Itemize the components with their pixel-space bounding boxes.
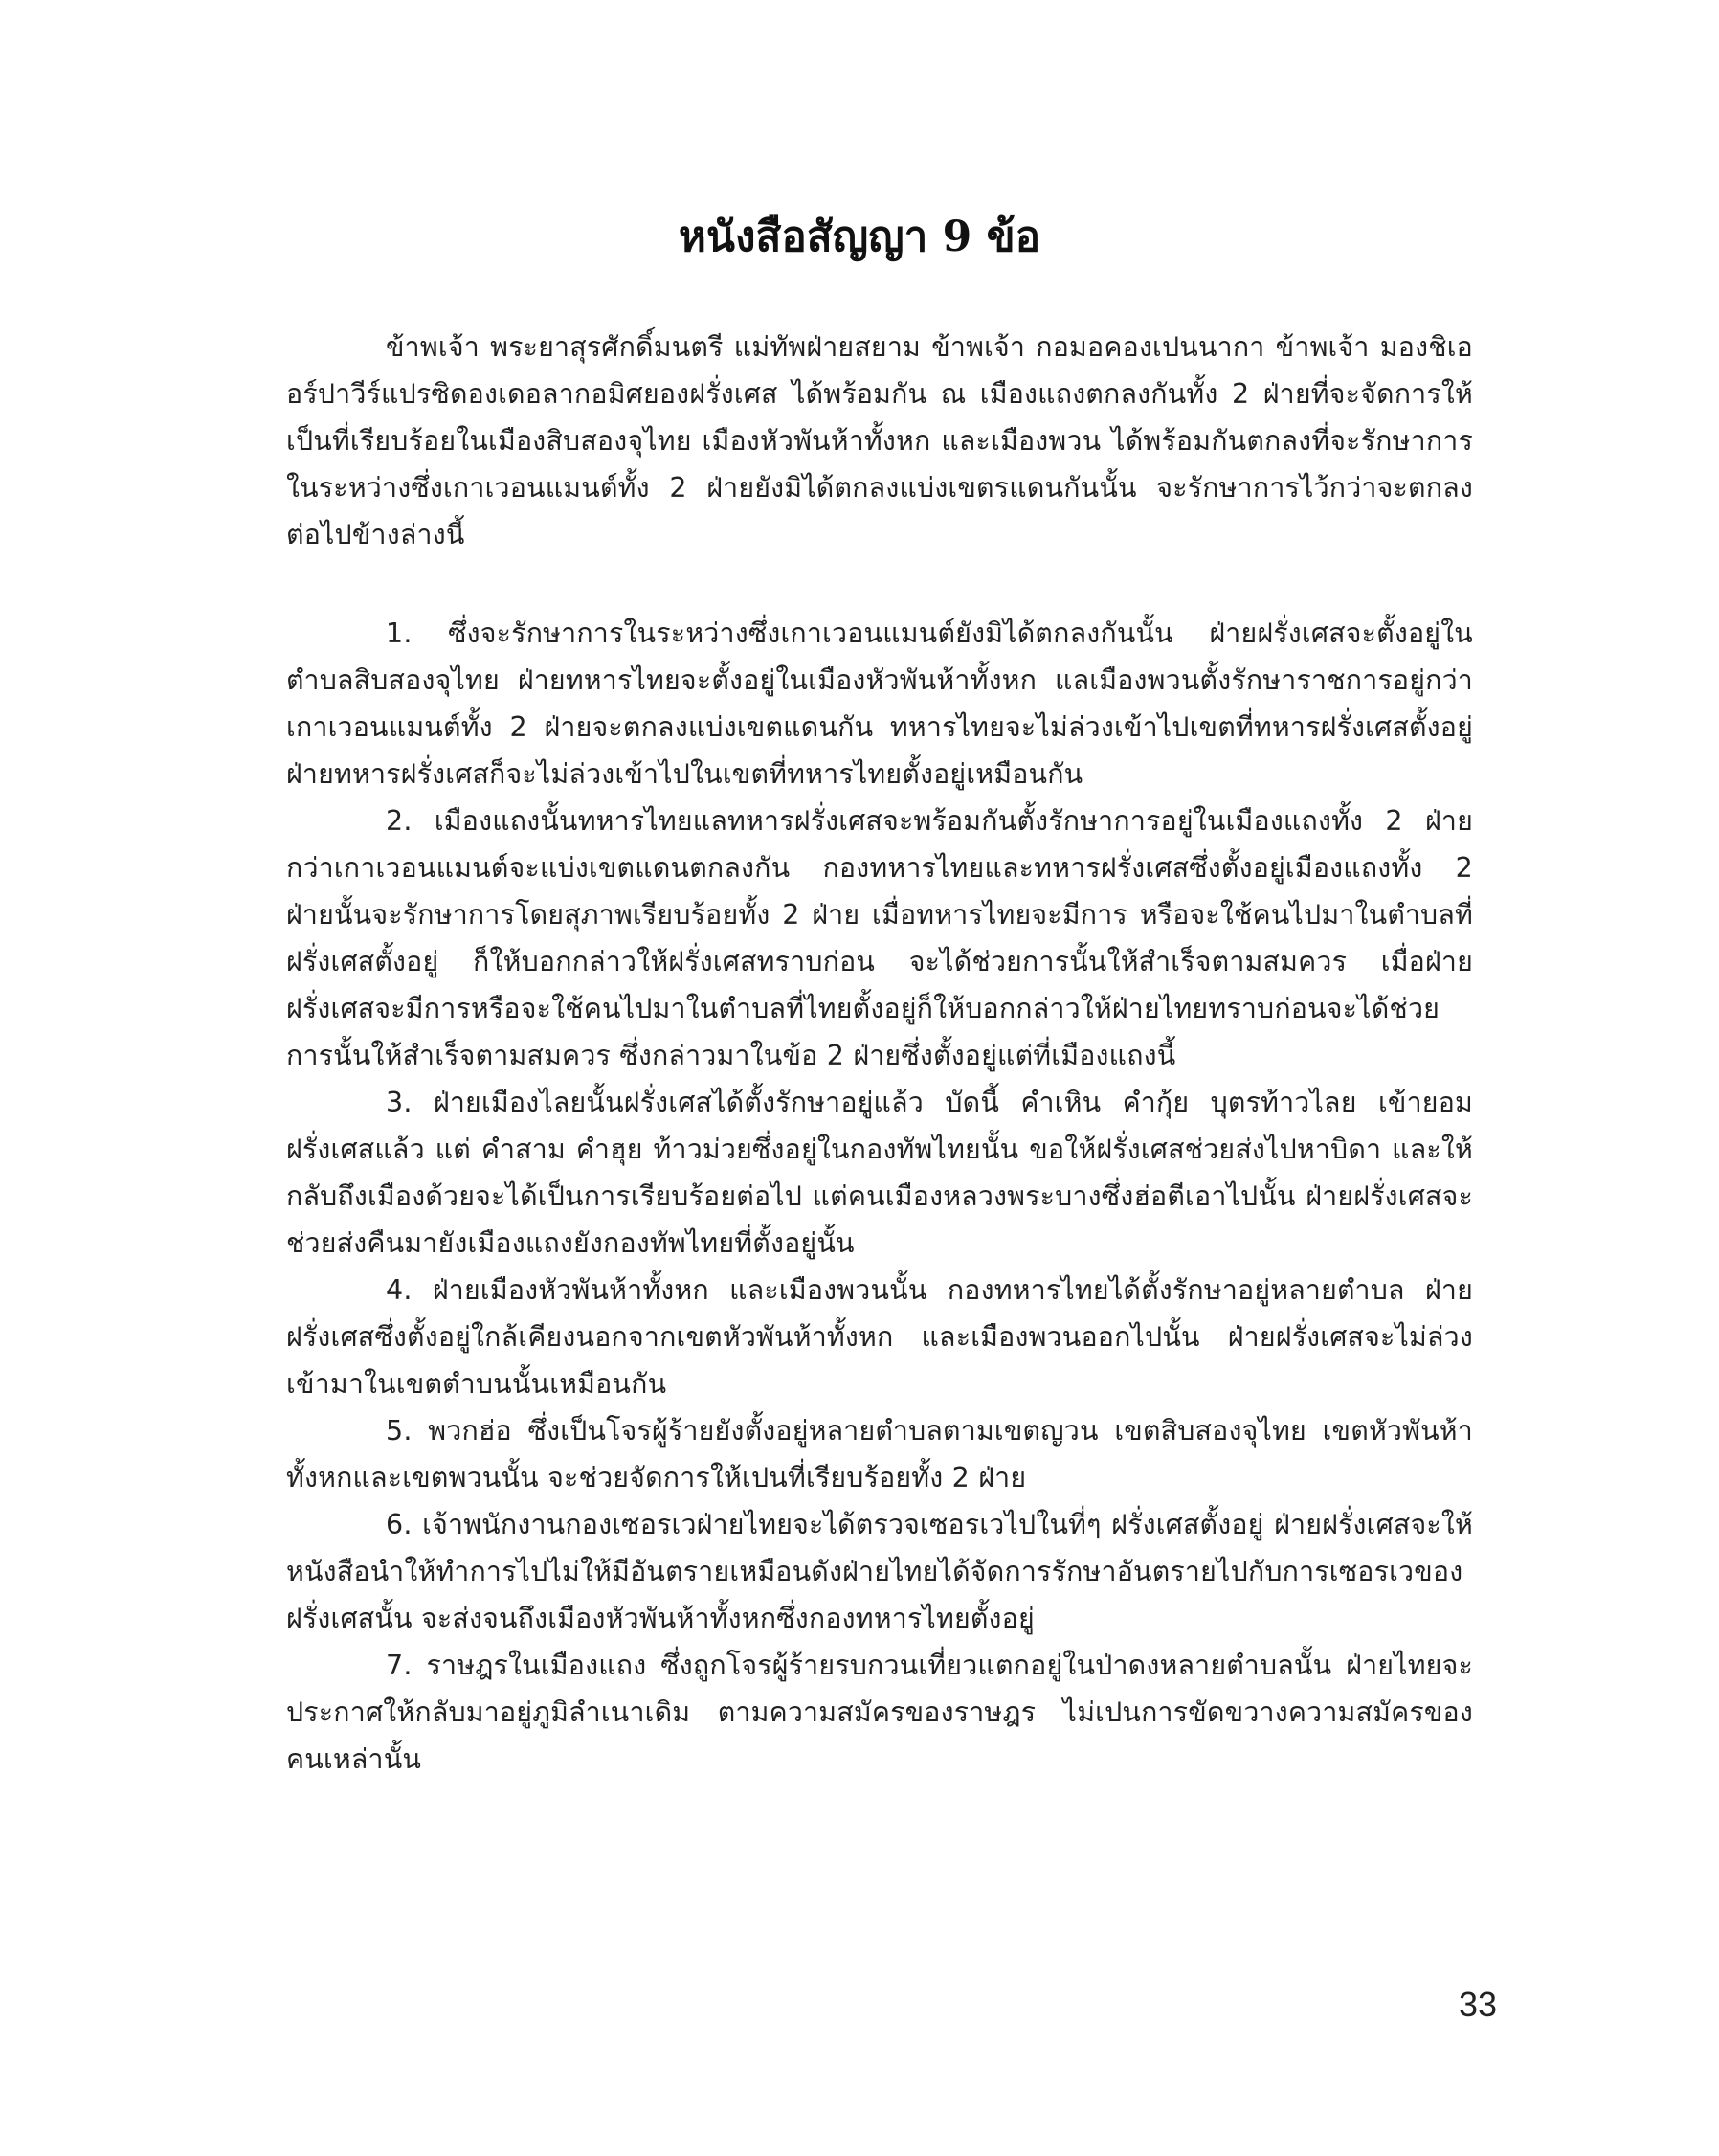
document-body (286, 324, 1473, 1783)
clause-paragraph: 2. เมืองแถงนั้นทหารไทยแลทหารฝรั่งเศสจะพร้อมกันตั้งรักษาการอยู่ในเมืองแถงทั้ง 2 ฝ่ายกว่าเกาเวอนแมนต์จะแบ่งเขตแดนตกลงกัน กองทหารไทยและทหารฝรั่งเศสซึ่งตั้งอยู่เมืองแถงทั้ง 2 ฝ่ายนั้นจะรักษาการโดยสุภาพเรียบร้อยทั้ง 2 ฝ่าย เมื่อทหารไทยจะมีการ หรือจะใช้คนไปมาในตำบลที่ฝรั่งเศสตั้งอยู่ ก็ให้บอกกล่าวให้ฝรั่งเศสทราบก่อน จะได้ช่วยการนั้นให้สำเร็จตามสมควร เมื่อฝ่ายฝรั่งเศสจะมีการหรือจะใช้คนไปมาในตำบลที่ไทยตั้งอยู่ก็ให้บอกกล่าวให้ฝ่ายไทยทราบก่อนจะได้ช่วยการนั้นให้สำเร็จตามสมควร ซึ่งกล่าวมาในข้อ 2 ฝ่ายซึ่งตั้งอยู่แต่ที่เมืองแถงนี้ (286, 805, 1473, 1071)
clause-paragraph: 3. ฝ่ายเมืองไลยนั้นฝรั่งเศสได้ตั้งรักษาอยู่แล้ว บัดนี้ คำเหิน คำกุ้ย บุตรท้าวไลย เข้ายอมฝรั่งเศสแล้ว แต่ คำสาม คำฮุย ท้าวม่วยซึ่งอยู่ในกองทัพไทยนั้น ขอให้ฝรั่งเศสช่วยส่งไปหาบิดา และให้กลับถึงเมืองด้วยจะได้เป็นการเรียบร้อยต่อไป แต่คนเมืองหลวงพระบางซึ่งฮ่อตีเอาไปนั้น ฝ่ายฝรั่งเศสจะช่วยส่งคืนมายังเมืองแถงยังกองทัพไทยที่ตั้งอยู่นั้น (286, 1087, 1473, 1259)
intro-paragraph: ข้าพเจ้า พระยาสุรศักดิ์มนตรี แม่ทัพฝ่ายสยาม ข้าพเจ้า กอมอคองเปนนากา ข้าพเจ้า มองชิเออร์ปาวีร์แปรซิดองเดอลากอมิศยองฝรั่งเศส ได้พร้อมกัน ณ เมืองแถงตกลงกันทั้ง 2 ฝ่ายที่จะจัดการให้เป็นที่เรียบร้อยในเมืองสิบสองจุไทย เมืองหัวพันห้าทั้งหก และเมืองพวน ได้พร้อมกันตกลงที่จะรักษาการในระหว่างซึ่งเกาเวอนแมนต์ทั้ง 2 ฝ่ายยังมิได้ตกลงแบ่งเขตรแดนกันนั้น จะรักษาการไว้กว่าจะตกลงต่อไปข้างล่างนี้ (286, 331, 1473, 550)
clause-paragraph: 5. พวกฮ่อ ซึ่งเป็นโจรผู้ร้ายยังตั้งอยู่หลายตำบลตามเขตญวน เขตสิบสองจุไทย เขตหัวพันห้าทั้งหกและเขตพวนนั้น จะช่วยจัดการให้เปนที่เรียบร้อยทั้ง 2 ฝ่าย (286, 1415, 1473, 1493)
document-title: หนังสือสัญญา 9 ข้อ (678, 213, 1041, 261)
clause-paragraph: 7. ราษฎรในเมืองแถง ซึ่งถูกโจรผู้ร้ายรบกวนเที่ยวแตกอยู่ในป่าดงหลายตำบลนั้น ฝ่ายไทยจะประกาศให้กลับมาอยู่ภูมิลำเนาเดิม ตามความสมัครของราษฎร ไม่เปนการขัดขวางความสมัครของคนเหล่านั้น (286, 1650, 1473, 1775)
clause-paragraph: 4. ฝ่ายเมืองหัวพันห้าทั้งหก และเมืองพวนนั้น กองทหารไทยได้ตั้งรักษาอยู่หลายตำบล ฝ่ายฝรั่งเศสซึ่งตั้งอยู่ใกล้เคียงนอกจากเขตหัวพันห้าทั้งหก และเมืองพวนออกไปนั้น ฝ่ายฝรั่งเศสจะไม่ล่วงเข้ามาในเขตตำบนนั้นเหมือนกัน (286, 1274, 1473, 1400)
clause-paragraph: 1. ซึ่งจะรักษาการในระหว่างซึ่งเกาเวอนแมนต์ยังมิได้ตกลงกันนั้น ฝ่ายฝรั่งเศสจะตั้งอยู่ในตำบลสิบสองจุไทย ฝ่ายทหารไทยจะตั้งอยู่ในเมืองหัวพันห้าทั้งหก แลเมืองพวนตั้งรักษาราชการอยู่กว่าเกาเวอนแมนต์ทั้ง 2 ฝ่ายจะตกลงแบ่งเขตแดนกัน ทหารไทยจะไม่ล่วงเข้าไปเขตที่ทหารฝรั่งเศสตั้งอยู่ ฝ่ายทหารฝรั่งเศสก็จะไม่ล่วงเข้าไปในเขตที่ทหารไทยตั้งอยู่เหมือนกัน (286, 618, 1473, 790)
clause-paragraph: 6. เจ้าพนักงานกองเซอรเวฝ่ายไทยจะได้ตรวจเซอรเวไปในที่ๆ ฝรั่งเศสตั้งอยู่ ฝ่ายฝรั่งเศสจะให้หนังสือนำให้ทำการไปไม่ให้มีอันตรายเหมือนดังฝ่ายไทยได้จัดการรักษาอันตรายไปกับการเซอรเวของฝรั่งเศสนั้น จะส่งจนถึงเมืองหัวพันห้าทั้งหกซึ่งกองทหารไทยตั้งอยู่ (286, 1509, 1473, 1634)
page-number: 33 (1458, 1985, 1497, 2024)
